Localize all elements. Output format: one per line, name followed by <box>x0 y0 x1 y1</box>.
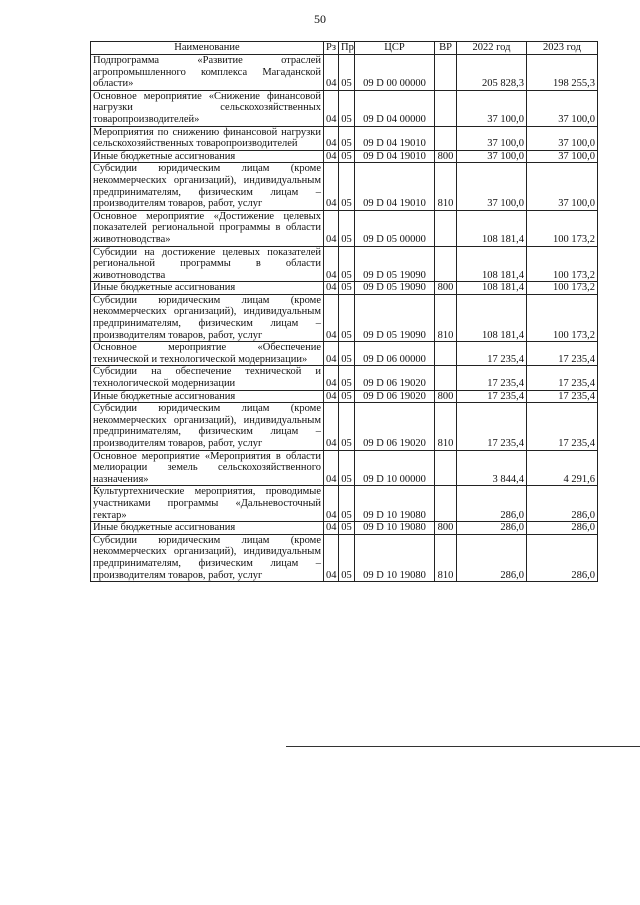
row-rz: 04 <box>324 210 339 246</box>
row-vr <box>435 90 457 126</box>
row-pr: 05 <box>339 366 355 390</box>
row-vr: 800 <box>435 390 457 403</box>
row-amount-2022: 17 235,4 <box>457 366 527 390</box>
row-rz: 04 <box>324 126 339 150</box>
row-amount-2022: 3 844,4 <box>457 450 527 486</box>
row-pr: 05 <box>339 390 355 403</box>
row-pr: 05 <box>339 522 355 535</box>
row-amount-2023: 17 235,4 <box>527 366 598 390</box>
row-amount-2023: 17 235,4 <box>527 342 598 366</box>
row-vr: 810 <box>435 403 457 450</box>
row-name: Основное мероприятие «Снижение финансовой нагрузки сельскохозяйственных товаропроизводителей» <box>91 90 324 126</box>
row-amount-2022: 17 235,4 <box>457 403 527 450</box>
row-csr: 09 D 06 19020 <box>355 403 435 450</box>
column-header-pr: Пр <box>339 42 355 55</box>
row-amount-2023: 286,0 <box>527 486 598 522</box>
row-vr <box>435 55 457 91</box>
row-rz: 04 <box>324 246 339 282</box>
row-csr: 09 D 06 00000 <box>355 342 435 366</box>
row-name: Иные бюджетные ассигнования <box>91 390 324 403</box>
row-amount-2023: 17 235,4 <box>527 403 598 450</box>
table-row <box>91 450 598 486</box>
table-row <box>91 294 598 341</box>
row-name: Субсидии юридическим лицам (кроме некоммерческих организаций), индивидуальным предпринимателям, физическим лицам – производителям товаров, работ, услуг <box>91 534 324 581</box>
row-amount-2022: 37 100,0 <box>457 126 527 150</box>
table-row <box>91 246 598 282</box>
row-vr: 800 <box>435 150 457 163</box>
row-pr: 05 <box>339 534 355 581</box>
row-csr: 09 D 04 00000 <box>355 90 435 126</box>
row-csr: 09 D 05 19090 <box>355 294 435 341</box>
row-amount-2022: 17 235,4 <box>457 390 527 403</box>
table-row <box>91 366 598 390</box>
row-amount-2022: 108 181,4 <box>457 210 527 246</box>
row-pr: 05 <box>339 55 355 91</box>
row-name: Иные бюджетные ассигнования <box>91 150 324 163</box>
row-csr: 09 D 04 19010 <box>355 163 435 210</box>
row-rz: 04 <box>324 55 339 91</box>
row-amount-2022: 37 100,0 <box>457 163 527 210</box>
row-amount-2023: 100 173,2 <box>527 210 598 246</box>
row-name: Основное мероприятие «Достижение целевых показателей региональной программы в области животноводства» <box>91 210 324 246</box>
row-rz: 04 <box>324 150 339 163</box>
row-vr <box>435 126 457 150</box>
row-amount-2022: 37 100,0 <box>457 150 527 163</box>
row-csr: 09 D 10 19080 <box>355 534 435 581</box>
row-amount-2023: 100 173,2 <box>527 282 598 295</box>
row-amount-2023: 100 173,2 <box>527 294 598 341</box>
row-name: Культуртехнические мероприятия, проводимые участниками программы «Дальневосточный гектар» <box>91 486 324 522</box>
row-rz: 04 <box>324 294 339 341</box>
row-vr: 810 <box>435 163 457 210</box>
column-header-name: Наименование <box>91 42 324 55</box>
row-name: Мероприятия по снижению финансовой нагрузки сельскохозяйственных товаропроизводителей <box>91 126 324 150</box>
row-pr: 05 <box>339 486 355 522</box>
row-rz: 04 <box>324 450 339 486</box>
row-vr <box>435 246 457 282</box>
row-vr <box>435 210 457 246</box>
row-pr: 05 <box>339 90 355 126</box>
column-header-2022: 2022 год <box>457 42 527 55</box>
row-pr: 05 <box>339 282 355 295</box>
row-rz: 04 <box>324 90 339 126</box>
table-row <box>91 486 598 522</box>
row-rz: 04 <box>324 522 339 535</box>
row-rz: 04 <box>324 342 339 366</box>
row-amount-2023: 286,0 <box>527 522 598 535</box>
column-header-vr: ВР <box>435 42 457 55</box>
row-csr: 09 D 00 00000 <box>355 55 435 91</box>
row-csr: 09 D 04 19010 <box>355 150 435 163</box>
budget-table <box>90 41 598 582</box>
row-csr: 09 D 05 19090 <box>355 282 435 295</box>
row-amount-2023: 17 235,4 <box>527 390 598 403</box>
row-pr: 05 <box>339 163 355 210</box>
table-row <box>91 342 598 366</box>
row-name: Субсидии юридическим лицам (кроме некоммерческих организаций), индивидуальным предпринимателям, физическим лицам – производителям товаров, работ, услуг <box>91 163 324 210</box>
row-csr: 09 D 05 19090 <box>355 246 435 282</box>
row-vr <box>435 342 457 366</box>
table-row <box>91 90 598 126</box>
row-amount-2023: 37 100,0 <box>527 150 598 163</box>
row-csr: 09 D 04 19010 <box>355 126 435 150</box>
row-amount-2022: 108 181,4 <box>457 246 527 282</box>
row-csr: 09 D 10 19080 <box>355 486 435 522</box>
row-pr: 05 <box>339 210 355 246</box>
row-pr: 05 <box>339 126 355 150</box>
row-name: Подпрограмма «Развитие отраслей агропромышленного комплекса Магаданской области» <box>91 55 324 91</box>
row-rz: 04 <box>324 163 339 210</box>
row-rz: 04 <box>324 282 339 295</box>
column-header-csr: ЦСР <box>355 42 435 55</box>
row-amount-2023: 37 100,0 <box>527 126 598 150</box>
row-vr: 810 <box>435 294 457 341</box>
row-name: Субсидии на достижение целевых показателей региональной программы в области животноводства <box>91 246 324 282</box>
row-rz: 04 <box>324 366 339 390</box>
row-name: Иные бюджетные ассигнования <box>91 282 324 295</box>
row-name: Субсидии юридическим лицам (кроме некоммерческих организаций), индивидуальным предпринимателям, физическим лицам – производителям товаров, работ, услуг <box>91 294 324 341</box>
row-amount-2022: 37 100,0 <box>457 90 527 126</box>
row-name: Иные бюджетные ассигнования <box>91 522 324 535</box>
row-vr: 810 <box>435 534 457 581</box>
table-row <box>91 210 598 246</box>
row-rz: 04 <box>324 534 339 581</box>
row-amount-2023: 37 100,0 <box>527 90 598 126</box>
row-csr: 09 D 10 19080 <box>355 522 435 535</box>
row-amount-2022: 108 181,4 <box>457 294 527 341</box>
table-row <box>91 150 598 163</box>
row-amount-2022: 17 235,4 <box>457 342 527 366</box>
row-csr: 09 D 06 19020 <box>355 390 435 403</box>
row-rz: 04 <box>324 390 339 403</box>
row-vr <box>435 366 457 390</box>
row-pr: 05 <box>339 450 355 486</box>
row-rz: 04 <box>324 403 339 450</box>
row-csr: 09 D 10 00000 <box>355 450 435 486</box>
row-vr: 800 <box>435 522 457 535</box>
row-amount-2023: 100 173,2 <box>527 246 598 282</box>
table-row <box>91 126 598 150</box>
row-pr: 05 <box>339 342 355 366</box>
row-amount-2022: 286,0 <box>457 522 527 535</box>
row-pr: 05 <box>339 294 355 341</box>
row-name: Основное мероприятие «Обеспечение технической и технологической модернизации» <box>91 342 324 366</box>
table-header-row <box>91 42 598 55</box>
table-body <box>91 55 598 582</box>
table-row <box>91 403 598 450</box>
row-name: Субсидии юридическим лицам (кроме некоммерческих организаций), индивидуальным предпринимателям, физическим лицам – производителям товаров, работ, услуг <box>91 403 324 450</box>
row-amount-2023: 286,0 <box>527 534 598 581</box>
table-row <box>91 390 598 403</box>
table-row <box>91 282 598 295</box>
row-csr: 09 D 05 00000 <box>355 210 435 246</box>
row-name: Основное мероприятие «Мероприятия в области мелиорации земель сельскохозяйственного назначения» <box>91 450 324 486</box>
row-amount-2022: 205 828,3 <box>457 55 527 91</box>
row-vr: 800 <box>435 282 457 295</box>
row-amount-2022: 108 181,4 <box>457 282 527 295</box>
row-amount-2023: 198 255,3 <box>527 55 598 91</box>
row-amount-2023: 4 291,6 <box>527 450 598 486</box>
row-csr: 09 D 06 19020 <box>355 366 435 390</box>
row-pr: 05 <box>339 403 355 450</box>
row-pr: 05 <box>339 246 355 282</box>
row-pr: 05 <box>339 150 355 163</box>
page-number: 50 <box>314 12 326 26</box>
table-row <box>91 163 598 210</box>
table-row <box>91 55 598 91</box>
row-amount-2023: 37 100,0 <box>527 163 598 210</box>
row-amount-2022: 286,0 <box>457 486 527 522</box>
column-header-2023: 2023 год <box>527 42 598 55</box>
row-name: Субсидии на обеспечение технической и технологической модернизации <box>91 366 324 390</box>
footer-divider <box>286 746 640 747</box>
row-vr <box>435 450 457 486</box>
table-row <box>91 534 598 581</box>
column-header-rz: Рз <box>324 42 339 55</box>
row-rz: 04 <box>324 486 339 522</box>
table-row <box>91 522 598 535</box>
row-vr <box>435 486 457 522</box>
row-amount-2022: 286,0 <box>457 534 527 581</box>
